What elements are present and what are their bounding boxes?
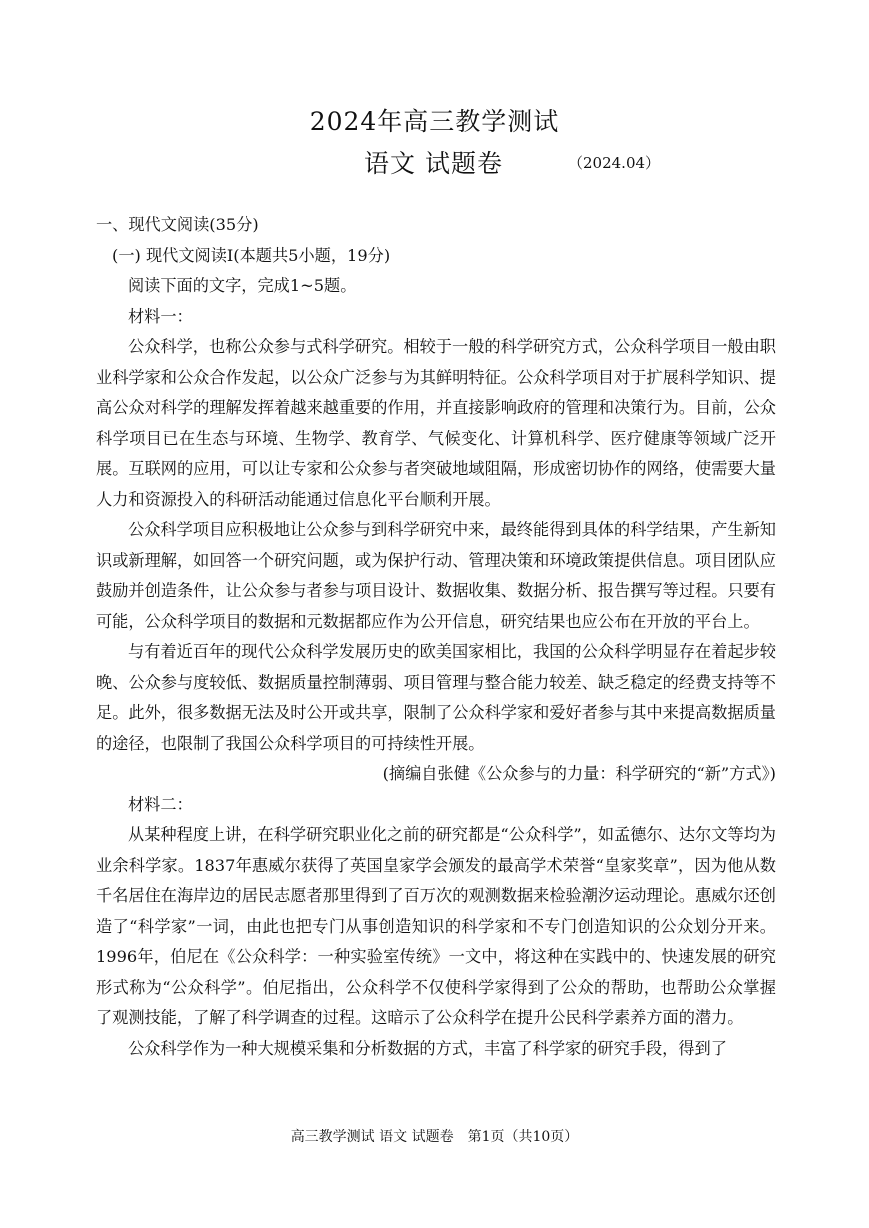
material-one-paragraph-1: 公众科学，也称公众参与式科学研究。相较于一般的科学研究方式，公众科学项目一般由职业科学家和公众合作发起，以公众广泛参与为其鲜明特征。公众科学项目对于扩展科学知识、提高公众对科学的理解发挥着越来越重要的作用，并直接影响政府的管理和决策行为。目前，公众科学项目已在生态与环境、生物学、教育学、气候变化、计算机科学、医疗健康等领域广泛开展。互联网的应用，可以让专家和公众参与者突破地域阻隔，形成密切协作的网络，使需要大量人力和资源投入的科研活动能通过信息化平台顺利开展。 [96, 337, 776, 509]
material-one-paragraph-2: 公众科学项目应积极地让公众参与到科学研究中来，最终能得到具体的科学结果，产生新知识或新理解，如回答一个研究问题，或为保护行动、管理决策和环境政策提供信息。项目团队应鼓励并创造条件，让公众参与者参与项目设计、数据收集、数据分析、报告撰写等过程。只要有可能，公众科学项目的数据和元数据都应作为公开信息，研究结果也应公布在开放的平台上。 [96, 520, 776, 631]
material-one-paragraph-3: 与有着近百年的现代公众科学发展历史的欧美国家相比，我国的公众科学明显存在着起步较晚、公众参与度较低、数据质量控制薄弱、项目管理与整合能力较差、缺乏稳定的经费支持等不足。此外，很多数据无法及时公开或共享，限制了公众科学家和爱好者参与其中来提高数据质量的途径，也限制了我国公众科学项目的可持续性开展。 [96, 642, 776, 753]
subtitle-row [0, 144, 869, 180]
exam-body [96, 210, 776, 1064]
subsection-heading: (一) 现代文阅读Ⅰ(本题共5小题，19分) [112, 245, 391, 265]
exam-title: 2024年高三教学测试 [309, 107, 560, 136]
material-two-paragraph-2: 公众科学作为一种大规模采集和分析数据的方式，丰富了科学家的研究手段，得到了 [128, 1038, 727, 1058]
reading-instruction: 阅读下面的文字，完成1~5题。 [128, 276, 357, 295]
exam-subtitle: 语文 试题卷 [364, 149, 503, 178]
exam-date: （2024.04） [568, 154, 661, 172]
material-one-label: 材料一： [128, 306, 193, 326]
page-footer: 高三教学测试 语文 试题卷 第1页（共10页） [290, 1129, 579, 1145]
material-two-label: 材料二： [128, 794, 193, 814]
material-two-paragraph-1: 从某种程度上讲，在科学研究职业化之前的研究都是“公众科学”，如孟德尔、达尔文等均为业余科学家。1837年惠威尔获得了英国皇家学会颁发的最高学术荣誉“皇家奖章”，因为他从数千名居住在海岸边的居民志愿者那里得到了百万次的观测数据来检验潮汐运动理论。惠威尔还创造了“科学家”一词，由此也把专门从事创造知识的科学家和不专门创造知识的公众划分开来。1996年，伯尼在《公众科学：一种实验室传统》一文中，将这种在实践中的、快速发展的研究形式称为“公众科学”。伯尼指出，公众科学不仅使科学家得到了公众的帮助，也帮助公众掌握了观测技能，了解了科学调查的过程。这暗示了公众科学在提升公民科学素养方面的潜力。 [96, 825, 776, 1027]
material-one-source: (摘编自张健《公众参与的力量：科学研究的“新”方式》) [382, 764, 776, 783]
section-heading: 一、现代文阅读(35分) [96, 215, 259, 234]
